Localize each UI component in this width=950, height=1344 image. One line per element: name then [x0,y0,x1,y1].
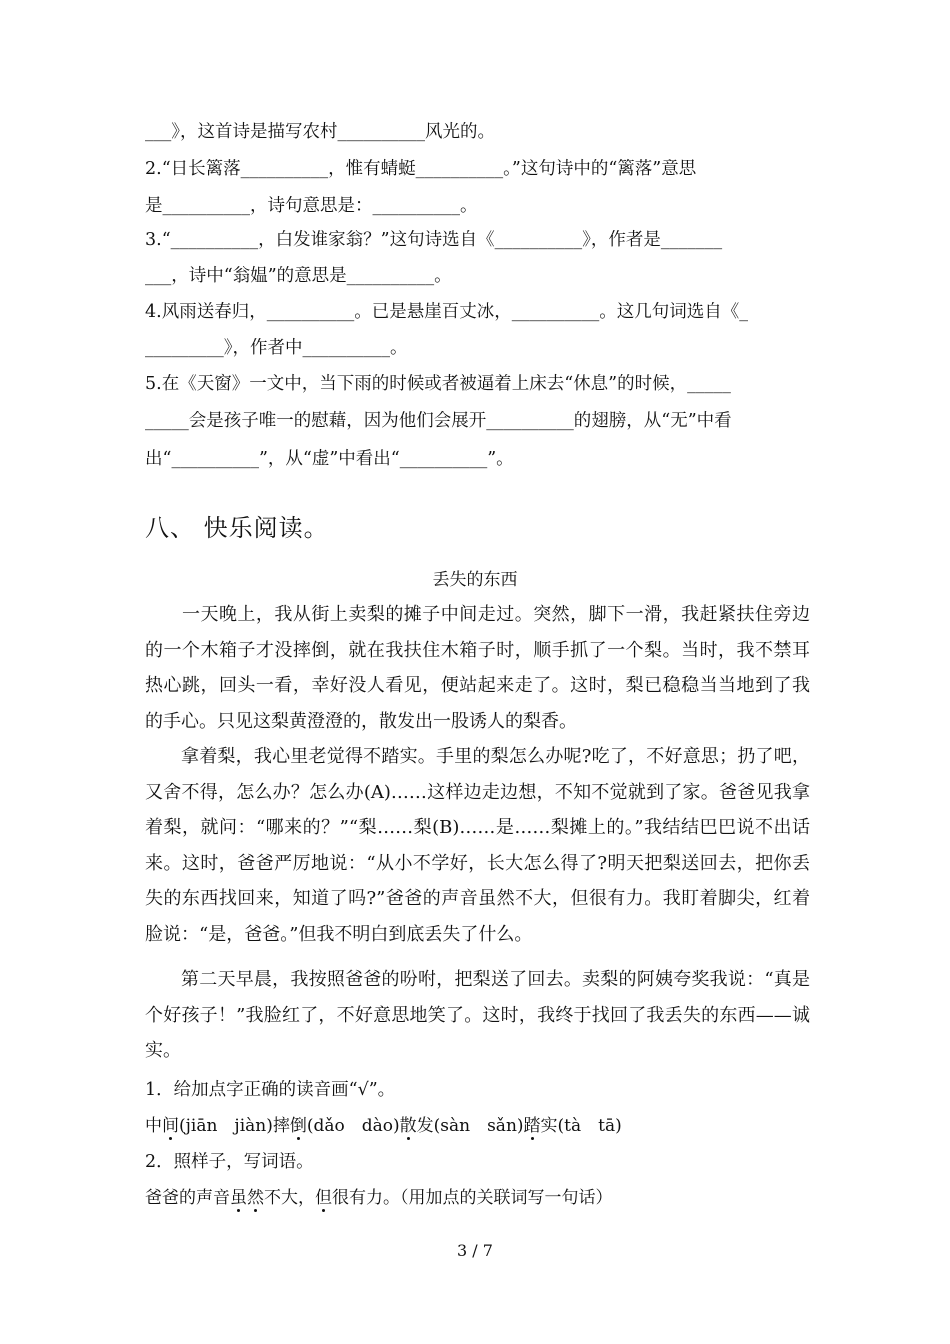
fill-line-2: 2.“日长篱落__________，惟有蜻蜓__________。”这句诗中的“篱落”意思 [145,159,697,179]
story-paragraph-3: 第二天早晨，我按照爸爸的吩咐，把梨送了回去。卖梨的阿姨夸奖我说：“真是个好孩子！”我脸红了，不好意思地笑了。这时，我终于找回了我丢失的东西——诚实。 [145,969,810,1061]
question-1: 1．给加点字正确的读音画“√”。 [145,1080,396,1100]
example-sentence: 爸爸的声音虽然不大，但很有力。（用加点的关联词写一句话） [145,1188,613,1208]
story-paragraph-2: 拿着梨，我心里老觉得不踏实。手里的梨怎么办呢?吃了，不好意思；扔了吧，又舍不得，怎么办？怎么办(A)……这样边走边想，不知不觉就到了家。爸爸见我拿着梨，就问：“哪来的？”“梨……梨(B)……是……梨摊上的。”我结结巴巴说不出话来。这时，爸爸严厉地说：“从小不学好，长大怎么得了?明天把梨送回去，把你丢失的东西找回来，知道了吗?”爸爸的声音虽然不大，但很有力。我盯着脚尖，红着脸说：“是，爸爸。”但我不明白到底丢失了什么。 [145,746,810,945]
page-number: 3 / 7 [457,1241,493,1260]
fill-line-9: _____会是孩子唯一的慰藉，因为他们会展开__________的翅膀，从“无”中看 [145,411,732,431]
pinyin-item: 散发(sàn sǎn) [399,1116,524,1136]
fill-line-3: 是__________，诗句意思是：__________。 [145,196,478,216]
dotted-char: 踏 [523,1116,541,1136]
dotted-char: 倒 [289,1116,307,1136]
dotted-char: 虽 [230,1188,247,1208]
section-heading: 八、 快乐阅读。 [145,514,329,542]
dotted-char: 间 [162,1116,179,1136]
story-paragraph-1: 一天晚上，我从街上卖梨的摊子中间走过。突然，脚下一滑，我赶紧扶住旁边的一个木箱子才没摔倒，就在我扶住木箱子时，顺手抓了一个梨。当时，我不禁耳热心跳，回头一看，幸好没人看见，便站起来走了。这时，梨已稳稳当当地到了我的手心。只见这梨黄澄澄的，散发出一股诱人的梨香。 [145,604,810,732]
fill-line-7: _________》，作者中__________。 [145,338,408,358]
fill-line-8: 5.在《天窗》一文中，当下雨的时候或者被逼着上床去“休息”的时候，_____ [145,374,731,394]
dotted-char: 但 [315,1188,332,1208]
fill-line-6: 4.风雨送春归，__________。已是悬崖百丈冰，__________。这几句词选自《_ [145,302,748,322]
pinyin-item: 中间(jiān jiàn) [145,1116,273,1136]
fill-line-4: 3.“__________，白发谁家翁？”这句诗选自《__________》，作者是_______ [145,230,723,250]
question-2: 2．照样子，写词语。 [145,1152,314,1172]
pinyin-item: 摔倒(dǎo dào) [272,1116,400,1136]
dotted-char: 散 [399,1116,417,1136]
pinyin-item: 踏实(tà tā) [523,1116,622,1136]
fill-line-10: 出“__________”，从“虚”中看出“__________”。 [145,449,514,469]
fill-line-1: ___》，这首诗是描写农村__________风光的。 [145,122,495,142]
story-title: 丢失的东西 [432,570,518,590]
dotted-char: 然 [247,1188,264,1208]
pinyin-options [145,1114,810,1138]
fill-line-5: ___，诗中“翁媪”的意思是__________。 [145,266,452,286]
